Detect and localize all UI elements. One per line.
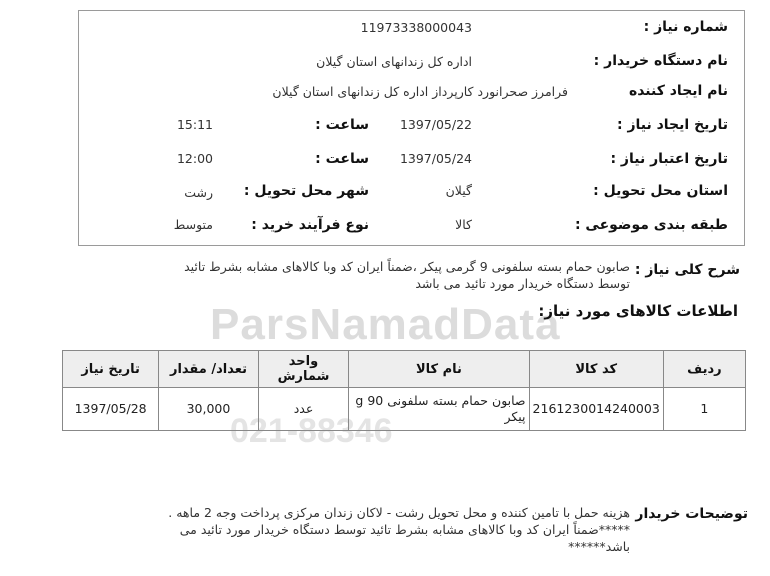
table-row	[63, 388, 746, 431]
header-item-code: کد کالا	[529, 351, 663, 388]
header-item-name: نام کالا	[349, 351, 529, 388]
cell-quantity: 30,000	[159, 388, 258, 431]
creator-label: نام ایجاد کننده	[628, 83, 728, 99]
buyer-notes-line-1: هزینه حمل با تامین کننده و محل تحویل رشت - لاکان زندان مرکزی پرداخت وجه 2 ماهه .	[168, 505, 630, 520]
buyer-notes-line-3: باشد******	[568, 539, 630, 554]
need-number-value: 11973338000043	[360, 20, 472, 35]
header-unit: واحد شمارش	[258, 351, 349, 388]
cell-row-number: 1	[663, 388, 745, 431]
need-number-label: شماره نیاز :	[643, 19, 728, 35]
general-description-line-1: صابون حمام بسته سلفونی 9 گرمی پیکر ،ضمناً ایران کد وبا کالاهای مشابه بشرط تائید	[184, 259, 630, 274]
created-date-label: تاریخ ایجاد نیاز :	[616, 117, 728, 133]
purchase-process-value: متوسط	[173, 217, 213, 232]
buyer-notes-label: توضیحات خریدار	[635, 506, 748, 522]
valid-time-value: 12:00	[176, 151, 213, 166]
cell-item-code: 2161230014240003	[529, 388, 663, 431]
buyer-notes-line-2: *****ضمناً ایران کد وبا کالاهای مشابه بشرط تائید توسط دستگاه خریدار مورد تائید می	[179, 522, 630, 537]
valid-time-label: ساعت :	[315, 151, 369, 167]
created-time-label: ساعت :	[315, 117, 369, 133]
general-description-line-2: توسط دستگاه خریدار مورد تائید می باشد	[415, 276, 630, 291]
general-description-text	[90, 258, 630, 292]
watermark-brand: ParsNamadData	[210, 300, 561, 349]
cell-unit: عدد	[258, 388, 349, 431]
delivery-province-label: استان محل تحویل :	[593, 183, 728, 199]
watermark-phone: 021-88346	[230, 412, 393, 450]
goods-table-header	[63, 351, 746, 388]
delivery-province-value: گیلان	[445, 183, 472, 198]
creator-value: فرامرز صحرانورد کارپرداز اداره کل زندانهای استان گیلان	[272, 84, 568, 99]
category-value: کالا	[455, 217, 472, 232]
delivery-city-label: شهر محل تحویل :	[243, 183, 369, 199]
header-row-number: ردیف	[663, 351, 745, 388]
buyer-org-label: نام دستگاه خریدار :	[593, 53, 728, 69]
cell-need-date: 1397/05/28	[63, 388, 159, 431]
valid-date-value: 1397/05/24	[399, 151, 472, 166]
cell-item-name: صابون حمام بسته سلفونی 90 g پیکر	[349, 388, 529, 431]
header-need-date: تاریخ نیاز	[63, 351, 159, 388]
purchase-process-label: نوع فرآیند خرید :	[251, 217, 369, 233]
goods-section-title: اطلاعات کالاهای مورد نیاز:	[538, 302, 738, 320]
buyer-org-value: اداره کل زندانهای استان گیلان	[316, 54, 472, 69]
need-info-box	[78, 10, 745, 246]
valid-date-label: تاریخ اعتبار نیاز :	[610, 151, 728, 167]
category-label: طبقه بندی موضوعی :	[574, 217, 728, 233]
created-time-value: 15:11	[176, 117, 213, 132]
buyer-notes-text	[100, 504, 630, 555]
delivery-city-value: رشت	[184, 185, 213, 200]
general-description-label: شرح کلی نیاز :	[634, 262, 740, 278]
header-quantity: تعداد/ مقدار	[159, 351, 258, 388]
created-date-value: 1397/05/22	[399, 117, 472, 132]
goods-table	[62, 350, 746, 431]
